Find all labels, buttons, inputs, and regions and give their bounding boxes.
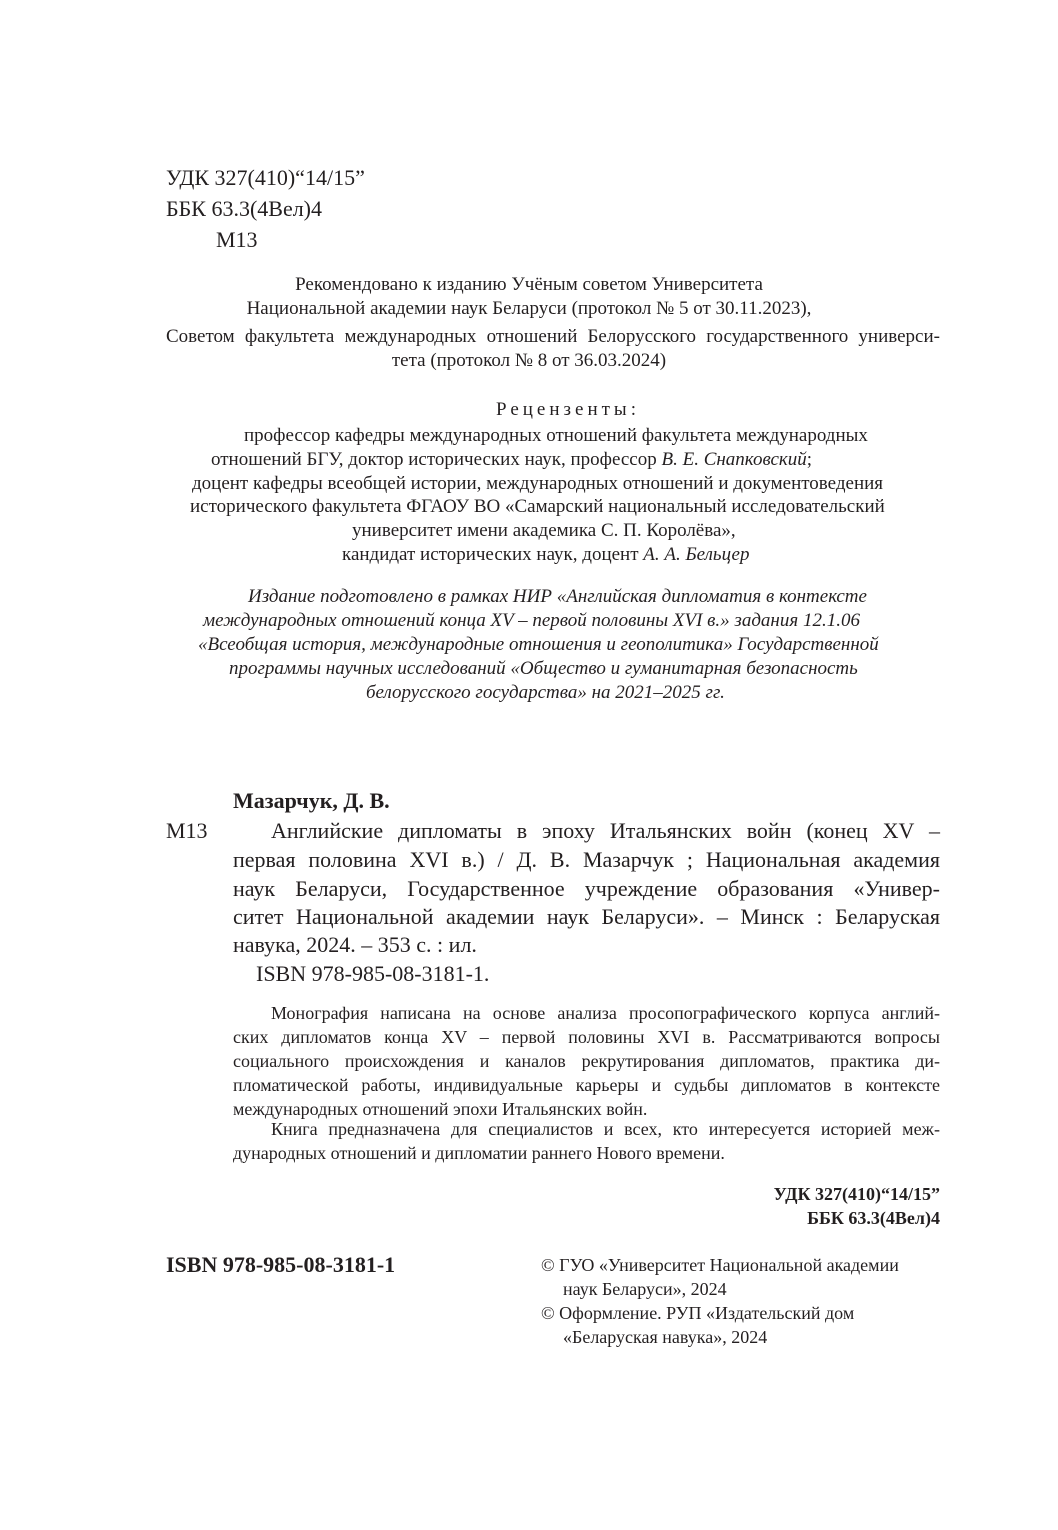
abstract-line: международных отношений эпохи Итальянских войн. (233, 1099, 648, 1119)
funding-line: «Всеобщая история, международные отношения и геополитика» Государственной (198, 634, 879, 655)
reviewers-heading: Рецензенты: (496, 399, 640, 420)
description-line: первая половина XVI в.) / Д. В. Мазарчук ; Национальная академия (233, 847, 940, 872)
reviewer-line: университет имени академика С. П. Королёва», (352, 520, 736, 541)
copyright-line: «Беларуская навука», 2024 (563, 1327, 768, 1347)
recommendation-line: тета (протокол № 8 от 36.03.2024) (391, 350, 667, 371)
description-line: навука, 2024. – 353 с. : ил. (233, 932, 477, 957)
reviewer-line: доцент кафедры всеобщей истории, международных отношений и документоведения (192, 473, 884, 494)
footer-bbk: ББК 63.3(4Вел)4 (807, 1208, 940, 1228)
author-mark: М13 (216, 227, 258, 252)
reviewer-text: кандидат исторических наук, доцент (342, 544, 644, 565)
abstract-line: пломатической работы, индивидуальные карьеры и судьбы дипломатов в контексте (233, 1075, 940, 1095)
funding-line: международных отношений конца XV – первой половины XVI в.» задания 12.1.06 (203, 610, 860, 631)
reviewer-line (342, 545, 749, 564)
abstract-line: Книга предназначена для специалистов и всех, кто интересуется историей меж- (271, 1119, 940, 1139)
abstract-line: ских дипломатов конца XV – первой половины XVI в. Рассматриваются вопросы (233, 1027, 940, 1047)
author-mark: М13 (166, 818, 208, 843)
reviewer-line (211, 450, 812, 469)
reviewer-line: исторического факультета ФГАОУ ВО «Самарский национальный исследовательский (190, 496, 885, 517)
reviewer-line: профессор кафедры международных отношений факультета международных (244, 425, 868, 446)
copyright-line: © Оформление. РУП «Издательский дом (541, 1303, 855, 1323)
description-line: Английские дипломаты в эпоху Итальянских войн (конец XV – (271, 818, 940, 843)
copyright-line: © ГУО «Университет Национальной академии (541, 1255, 899, 1275)
recommendation-line: Советом факультета международных отношений Белорусского государственного универси- (166, 326, 940, 347)
udk-code: УДК 327(410)“14/15” (166, 165, 365, 190)
bbk-code: ББК 63.3(4Вел)4 (166, 196, 323, 221)
abstract-line: социального происхождения и каналов рекрутирования дипломатов, практика ди- (233, 1051, 940, 1071)
description-line: наук Беларуси, Государственное учреждение образования «Универ- (233, 876, 940, 901)
funding-line: Издание подготовлено в рамках НИР «Английская дипломатия в контексте (248, 586, 867, 607)
abstract-line: дународных отношений и дипломатии раннего Нового времени. (233, 1143, 725, 1163)
reviewer-name: В. Е. Снапковский (661, 449, 807, 470)
footer-udk: УДК 327(410)“14/15” (773, 1184, 940, 1204)
footer-isbn: ISBN 978-985-08-3181-1 (166, 1252, 396, 1277)
funding-line: программы научных исследований «Общество и гуманитарная безопасность (229, 658, 858, 679)
description-line: ситет Национальной академии наук Беларуси». – Минск : Беларуская (233, 904, 940, 929)
recommendation-line: Национальной академии наук Беларуси (протокол № 5 от 30.11.2023), (246, 298, 812, 319)
recommendation-line: Рекомендовано к изданию Учёным советом Университета (295, 274, 763, 295)
abstract-line: Монография написана на основе анализа просопографического корпуса англий- (271, 1003, 940, 1023)
funding-line: белорусского государства» на 2021–2025 гг. (366, 682, 725, 703)
reviewer-text: отношений БГУ, доктор исторических наук, профессор (211, 449, 662, 470)
reviewer-tail: ; (806, 449, 813, 470)
reviewer-name: А. А. Бельцер (643, 544, 750, 565)
copyright-line: наук Беларуси», 2024 (563, 1279, 727, 1299)
isbn-line: ISBN 978-985-08-3181-1. (256, 961, 490, 986)
author-name: Мазарчук, Д. В. (233, 788, 390, 813)
